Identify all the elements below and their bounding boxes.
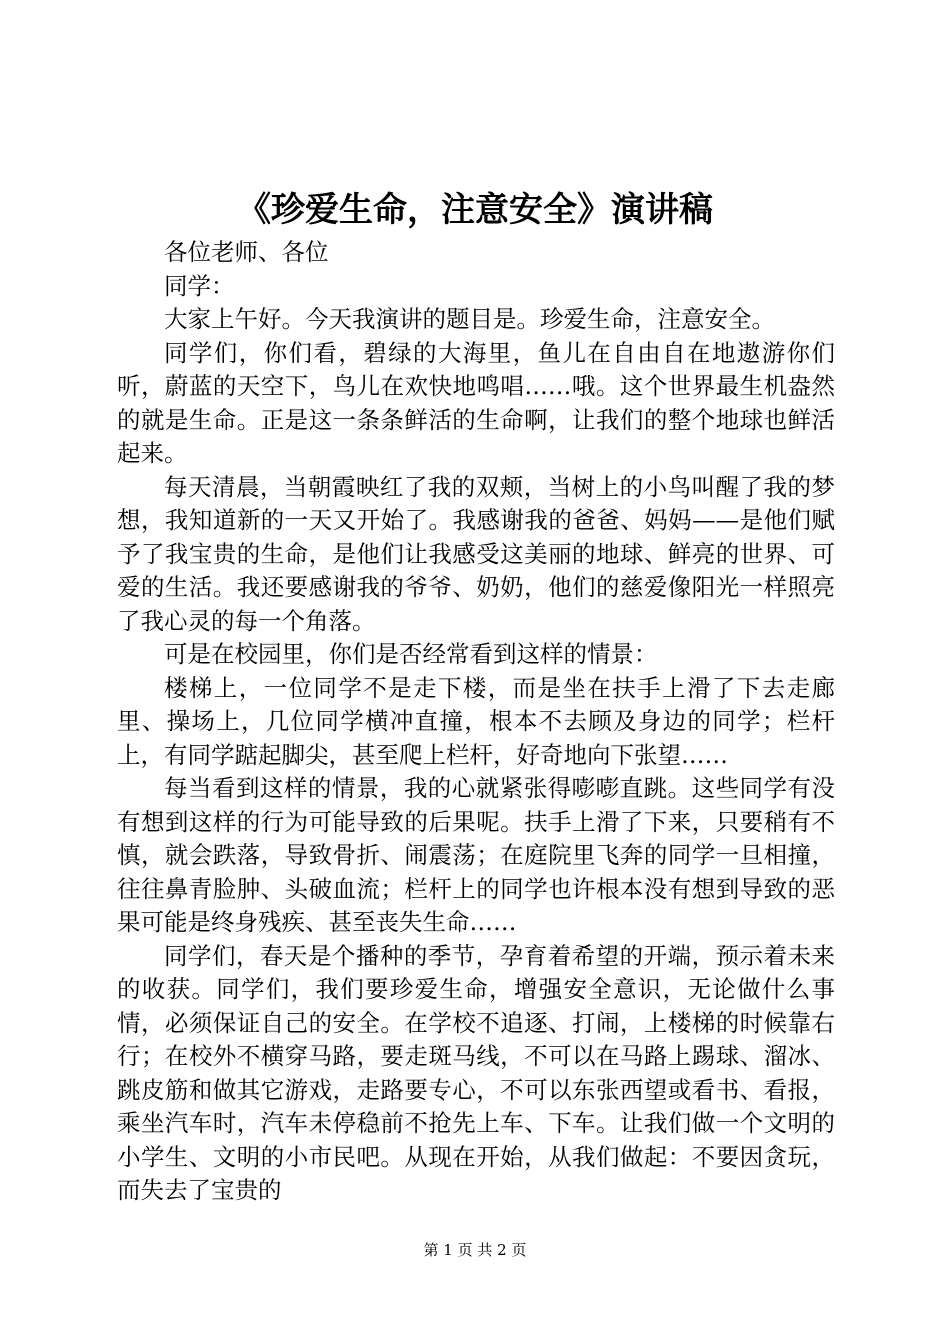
document-body <box>117 236 835 1208</box>
page-number-footer: 第 1 页 共 2 页 <box>423 1241 527 1259</box>
paragraph: 同学： <box>164 271 235 300</box>
paragraph: 大家上午好。今天我演讲的题目是。珍爱生命，注意安全。 <box>164 305 775 333</box>
paragraph: 每天清晨，当朝霞映红了我的双颊，当树上的小鸟叫醒了我的梦想，我知道新的一天又开始了。我感谢我的爸爸、妈妈——是他们赋予了我宝贵的生命，是他们让我感受这美丽的地球、鲜亮的世界、可爱的生活。我还要感谢我的爷爷、奶奶，他们的慈爱像阳光一样照亮了我心灵的每一个角落。 <box>117 472 835 635</box>
paragraph: 各位老师、各位 <box>164 238 329 266</box>
document-title: 《珍爱生命，注意安全》演讲稿 <box>237 190 713 230</box>
paragraph: 可是在校园里，你们是否经常看到这样的情景： <box>164 640 658 668</box>
paragraph: 同学们，春天是个播种的季节，孕育着希望的开端，预示着未来的收获。同学们，我们要珍爱生命，增强安全意识，无论做什么事情，必须保证自己的安全。在学校不追逐、打闹，上楼梯的时候靠右行；在校外不横穿马路，要走斑马线，不可以在马路上踢球、溜冰、跳皮筋和做其它游戏，走路要专心，不可以东张西望或看书、看报，乘坐汽车时，汽车未停稳前不抢先上车、下车。让我们做一个文明的小学生、文明的小市民吧。从现在开始，从我们做起：不要因贪玩，而失去了宝贵的 <box>117 941 835 1204</box>
paragraph: 同学们，你们看，碧绿的大海里，鱼儿在自由自在地遨游你们听，蔚蓝的天空下，鸟儿在欢快地鸣唱……哦。这个世界最生机盎然的就是生命。正是这一条条鲜活的生命啊，让我们的整个地球也鲜活起来。 <box>117 338 835 467</box>
paragraph: 每当看到这样的情景，我的心就紧张得嘭嘭直跳。这些同学有没有想到这样的行为可能导致的后果呢。扶手上滑了下来，只要稍有不慎，就会跌落，导致骨折、闹震荡；在庭院里飞奔的同学一旦相撞，往往鼻青脸肿、头破血流；栏杆上的同学也许根本没有想到导致的恶果可能是终身残疾、甚至丧失生命…… <box>117 774 835 936</box>
paragraph: 楼梯上，一位同学不是走下楼，而是坐在扶手上滑了下去走廊里、操场上，几位同学横冲直撞，根本不去顾及身边的同学；栏杆上，有同学踮起脚尖，甚至爬上栏杆，好奇地向下张望…… <box>117 673 835 769</box>
